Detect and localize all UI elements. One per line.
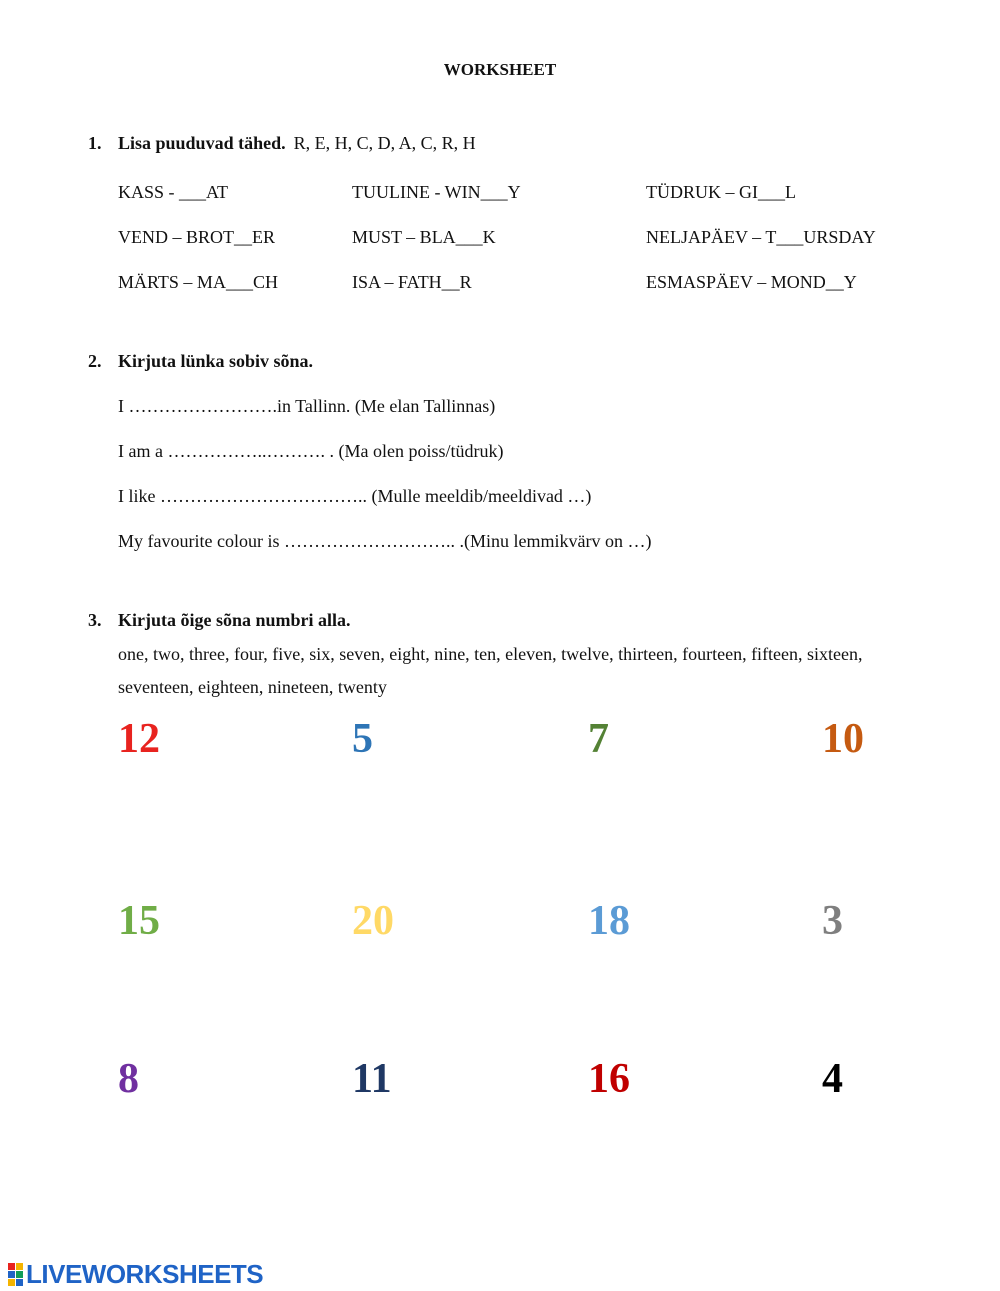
q3-word-list-line-2: seventeen, eighteen, nineteen, twenty <box>118 677 387 697</box>
question-3-number: 3. <box>88 610 102 630</box>
q1-item-tuuline[interactable]: TUULINE - WIN___Y <box>352 182 521 202</box>
question-1-title: Lisa puuduvad tähed. <box>118 133 286 153</box>
number-8: 8 <box>118 1056 139 1102</box>
question-1-letters: R, E, H, C, D, A, C, R, H <box>293 133 476 153</box>
q1-item-neljapaev[interactable]: NELJAPÄEV – T___URSDAY <box>646 227 876 247</box>
q1-item-isa[interactable]: ISA – FATH__R <box>352 272 472 292</box>
q2-line-like[interactable]: I like …………………………….. (Mulle meeldib/meeldivad …) <box>118 486 592 506</box>
number-16: 16 <box>588 1056 630 1102</box>
number-3: 3 <box>822 898 843 944</box>
q2-line-colour[interactable]: My favourite colour is ……………………….. .(Minu lemmikvärv on …) <box>118 531 652 551</box>
question-2-title: Kirjuta lünka sobiv sõna. <box>118 351 314 371</box>
number-12: 12 <box>118 716 160 762</box>
number-11: 11 <box>352 1056 392 1102</box>
q1-item-vend[interactable]: VEND – BROT__ER <box>118 227 275 247</box>
q1-item-must[interactable]: MUST – BLA___K <box>352 227 496 247</box>
number-20: 20 <box>352 898 394 944</box>
liveworksheets-logo-icon <box>8 1263 23 1286</box>
question-3-title: Kirjuta õige sõna numbri alla. <box>118 610 351 630</box>
number-7: 7 <box>588 716 609 762</box>
question-1-heading <box>88 133 476 154</box>
number-5: 5 <box>352 716 373 762</box>
q2-line-live[interactable]: I …………………….in Tallinn. (Me elan Tallinnas) <box>118 396 496 416</box>
number-15: 15 <box>118 898 160 944</box>
question-2-number: 2. <box>88 351 102 371</box>
number-18: 18 <box>588 898 630 944</box>
question-1-number: 1. <box>88 133 102 153</box>
q2-line-am[interactable]: I am a ……………..………. . (Ma olen poiss/tüdruk) <box>118 441 504 461</box>
question-3-heading <box>88 610 351 631</box>
q1-item-kass[interactable]: KASS - ___AT <box>118 182 229 202</box>
number-4: 4 <box>822 1056 843 1102</box>
q1-item-esmaspaev[interactable]: ESMASPÄEV – MOND__Y <box>646 272 857 292</box>
q1-item-tudruk[interactable]: TÜDRUK – GI___L <box>646 182 796 202</box>
liveworksheets-logo-text: LIVEWORKSHEETS <box>26 1258 264 1289</box>
q3-word-list-line-1: one, two, three, four, five, six, seven, eight, nine, ten, eleven, twelve, thirteen, fourteen, fifteen, sixteen, <box>118 644 863 664</box>
liveworksheets-logo <box>8 1259 263 1289</box>
question-2-heading <box>88 351 313 372</box>
number-10: 10 <box>822 716 864 762</box>
worksheet-title: WORKSHEET <box>443 60 557 79</box>
q1-item-marts[interactable]: MÄRTS – MA___CH <box>118 272 278 292</box>
